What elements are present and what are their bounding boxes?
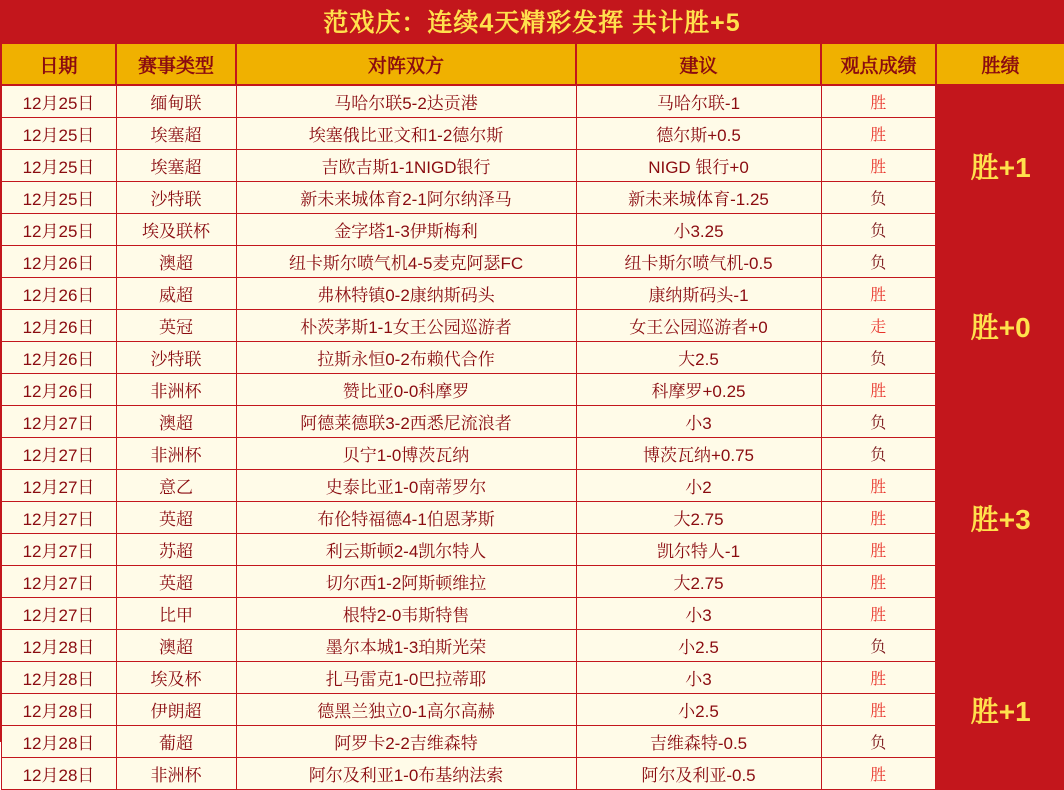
table-row [1, 342, 1064, 374]
cell-match: 马哈尔联5-2达贡港 [236, 85, 576, 118]
cell-advice: 小2.5 [576, 630, 821, 662]
column-header-score: 胜绩 [936, 43, 1064, 85]
cell-result: 胜 [821, 758, 936, 790]
column-header-advice: 建议 [576, 43, 821, 85]
cell-advice: 大2.75 [576, 502, 821, 534]
cell-league: 非洲杯 [116, 758, 236, 790]
cell-result: 走 [821, 310, 936, 342]
cell-date: 12月26日 [1, 374, 116, 406]
cell-date: 12月27日 [1, 598, 116, 630]
cell-advice: 大2.75 [576, 566, 821, 598]
cell-match: 新未来城体育2-1阿尔纳泽马 [236, 182, 576, 214]
cell-match: 布伦特福德4-1伯恩茅斯 [236, 502, 576, 534]
cell-league: 澳超 [116, 406, 236, 438]
cell-advice: 小2 [576, 470, 821, 502]
table-row [1, 470, 1064, 502]
cell-date: 12月28日 [1, 694, 116, 726]
table-row [1, 502, 1064, 534]
cell-result: 负 [821, 438, 936, 470]
cell-result: 胜 [821, 534, 936, 566]
cell-advice: 马哈尔联-1 [576, 85, 821, 118]
cell-match: 德黑兰独立0-1高尔高赫 [236, 694, 576, 726]
cell-match: 弗林特镇0-2康纳斯码头 [236, 278, 576, 310]
cell-result: 胜 [821, 502, 936, 534]
table-row [1, 118, 1064, 150]
cell-league: 埃及杯 [116, 662, 236, 694]
cell-league: 比甲 [116, 598, 236, 630]
cell-result: 胜 [821, 374, 936, 406]
cell-advice: 吉维森特-0.5 [576, 726, 821, 758]
cell-league: 英超 [116, 566, 236, 598]
cell-advice: 女王公园巡游者+0 [576, 310, 821, 342]
cell-league: 意乙 [116, 470, 236, 502]
cell-group-score: 胜+1 [936, 85, 1064, 246]
cell-advice: 小2.5 [576, 694, 821, 726]
cell-match: 利云斯顿2-4凯尔特人 [236, 534, 576, 566]
cell-advice: 德尔斯+0.5 [576, 118, 821, 150]
cell-result: 胜 [821, 118, 936, 150]
table-row [1, 662, 1064, 694]
table-row [1, 598, 1064, 630]
cell-league: 英超 [116, 502, 236, 534]
cell-match: 吉欧吉斯1-1NIGD银行 [236, 150, 576, 182]
cell-advice: 阿尔及利亚-0.5 [576, 758, 821, 790]
cell-match: 阿尔及利亚1-0布基纳法索 [236, 758, 576, 790]
table-row [1, 374, 1064, 406]
column-header-league: 赛事类型 [116, 43, 236, 85]
page-title: 范戏庆：连续4天精彩发挥 共计胜+5 [0, 0, 1064, 42]
table-body [1, 85, 1064, 790]
cell-result: 胜 [821, 662, 936, 694]
cell-date: 12月25日 [1, 118, 116, 150]
cell-league: 沙特联 [116, 182, 236, 214]
cell-league: 非洲杯 [116, 374, 236, 406]
table-row [1, 566, 1064, 598]
cell-match: 扎马雷克1-0巴拉蒂耶 [236, 662, 576, 694]
cell-result: 胜 [821, 694, 936, 726]
table-row [1, 758, 1064, 790]
table-row [1, 694, 1064, 726]
cell-date: 12月27日 [1, 566, 116, 598]
cell-advice: 新未来城体育-1.25 [576, 182, 821, 214]
table-row [1, 246, 1064, 278]
cell-advice: 凯尔特人-1 [576, 534, 821, 566]
table-row [1, 438, 1064, 470]
cell-league: 葡超 [116, 726, 236, 758]
cell-result: 胜 [821, 278, 936, 310]
cell-advice: 小3.25 [576, 214, 821, 246]
cell-group-score: 胜+1 [936, 630, 1064, 790]
cell-date: 12月25日 [1, 85, 116, 118]
table-row [1, 85, 1064, 118]
cell-result: 负 [821, 726, 936, 758]
cell-date: 12月27日 [1, 534, 116, 566]
table-row [1, 150, 1064, 182]
cell-match: 墨尔本城1-3珀斯光荣 [236, 630, 576, 662]
cell-result: 胜 [821, 150, 936, 182]
cell-group-score: 胜+0 [936, 246, 1064, 406]
cell-result: 胜 [821, 598, 936, 630]
cell-result: 负 [821, 182, 936, 214]
cell-match: 根特2-0韦斯特售 [236, 598, 576, 630]
cell-date: 12月25日 [1, 182, 116, 214]
cell-league: 澳超 [116, 246, 236, 278]
cell-advice: 博茨瓦纳+0.75 [576, 438, 821, 470]
cell-result: 负 [821, 342, 936, 374]
cell-match: 拉斯永恒0-2布赖代合作 [236, 342, 576, 374]
cell-league: 澳超 [116, 630, 236, 662]
cell-match: 切尔西1-2阿斯顿维拉 [236, 566, 576, 598]
cell-date: 12月26日 [1, 342, 116, 374]
cell-advice: 科摩罗+0.25 [576, 374, 821, 406]
cell-match: 朴茨茅斯1-1女王公园巡游者 [236, 310, 576, 342]
cell-date: 12月28日 [1, 758, 116, 790]
cell-date: 12月27日 [1, 470, 116, 502]
cell-match: 阿罗卡2-2吉维森特 [236, 726, 576, 758]
cell-match: 阿德莱德联3-2西悉尼流浪者 [236, 406, 576, 438]
cell-date: 12月28日 [1, 630, 116, 662]
cell-match: 金字塔1-3伊斯梅利 [236, 214, 576, 246]
table-row [1, 406, 1064, 438]
cell-date: 12月25日 [1, 150, 116, 182]
cell-date: 12月26日 [1, 310, 116, 342]
cell-date: 12月28日 [1, 726, 116, 758]
cell-match: 埃塞俄比亚文和1-2德尔斯 [236, 118, 576, 150]
table-row [1, 278, 1064, 310]
cell-date: 12月27日 [1, 502, 116, 534]
cell-result: 负 [821, 246, 936, 278]
cell-league: 苏超 [116, 534, 236, 566]
cell-league: 伊朗超 [116, 694, 236, 726]
predictions-table [0, 42, 1064, 790]
cell-league: 埃及联杯 [116, 214, 236, 246]
table-header-row [1, 43, 1064, 85]
cell-result: 负 [821, 630, 936, 662]
cell-result: 负 [821, 406, 936, 438]
cell-date: 12月26日 [1, 278, 116, 310]
cell-result: 胜 [821, 470, 936, 502]
table-row [1, 214, 1064, 246]
cell-date: 12月25日 [1, 214, 116, 246]
cell-advice: NIGD 银行+0 [576, 150, 821, 182]
cell-advice: 大2.5 [576, 342, 821, 374]
cell-advice: 小3 [576, 598, 821, 630]
cell-match: 纽卡斯尔喷气机4-5麦克阿瑟FC [236, 246, 576, 278]
cell-result: 胜 [821, 566, 936, 598]
cell-date: 12月26日 [1, 246, 116, 278]
cell-league: 威超 [116, 278, 236, 310]
cell-league: 英冠 [116, 310, 236, 342]
cell-group-score: 胜+3 [936, 406, 1064, 630]
cell-league: 非洲杯 [116, 438, 236, 470]
cell-date: 12月28日 [1, 662, 116, 694]
table-row [1, 182, 1064, 214]
cell-match: 贝宁1-0博茨瓦纳 [236, 438, 576, 470]
cell-league: 缅甸联 [116, 85, 236, 118]
cell-advice: 小3 [576, 662, 821, 694]
column-header-result: 观点成绩 [821, 43, 936, 85]
cell-date: 12月27日 [1, 438, 116, 470]
cell-match: 赞比亚0-0科摩罗 [236, 374, 576, 406]
table-row [1, 310, 1064, 342]
table-row [1, 534, 1064, 566]
cell-result: 胜 [821, 85, 936, 118]
cell-match: 史泰比亚1-0南蒂罗尔 [236, 470, 576, 502]
column-header-match: 对阵双方 [236, 43, 576, 85]
cell-league: 埃塞超 [116, 118, 236, 150]
cell-advice: 康纳斯码头-1 [576, 278, 821, 310]
cell-advice: 小3 [576, 406, 821, 438]
cell-league: 埃塞超 [116, 150, 236, 182]
column-header-date: 日期 [1, 43, 116, 85]
cell-result: 负 [821, 214, 936, 246]
cell-advice: 纽卡斯尔喷气机-0.5 [576, 246, 821, 278]
table-row [1, 630, 1064, 662]
cell-date: 12月27日 [1, 406, 116, 438]
cell-league: 沙特联 [116, 342, 236, 374]
